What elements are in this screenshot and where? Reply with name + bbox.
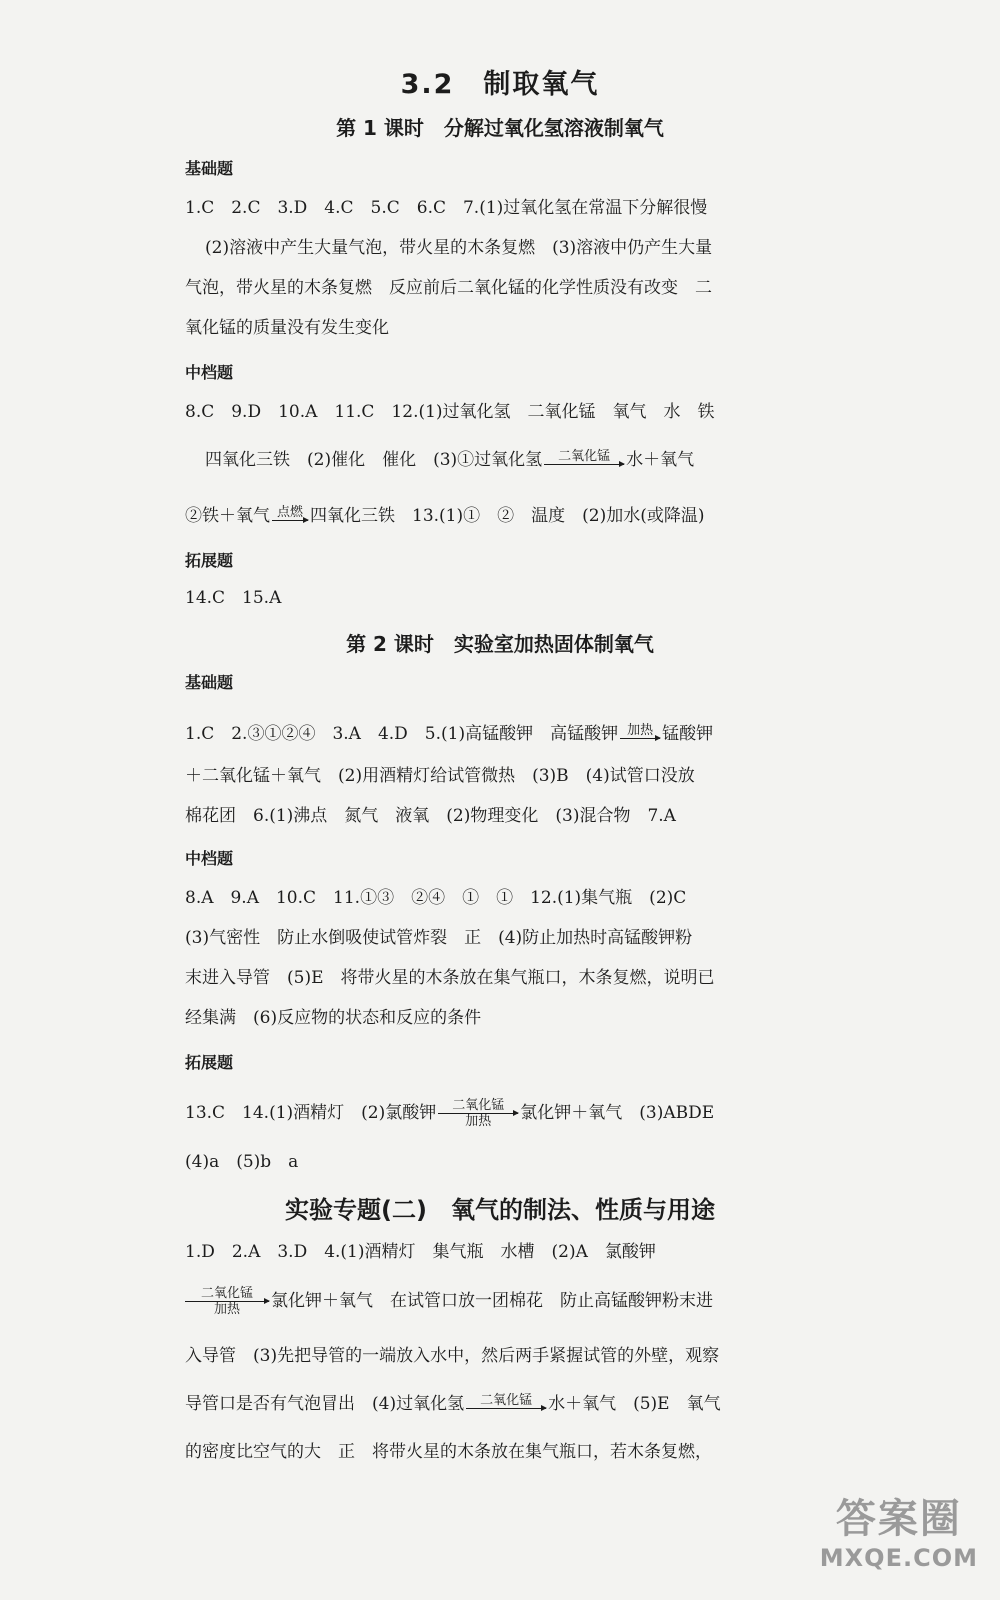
section-title: 3.2 制取氧气 [400, 69, 600, 100]
arrow-icon [620, 738, 660, 739]
reaction-condition: 二氧化锰 [558, 448, 611, 464]
lesson2-mid-line: 末进入导管 (5)E 将带火星的木条放在集气瓶口，木条复燃，说明已 [185, 968, 715, 988]
lesson1-ext-heading: 拓展题 [185, 551, 234, 570]
lesson2-ext-heading: 拓展题 [185, 1053, 234, 1072]
watermark-logo-text: 答案圈 [835, 1496, 962, 1542]
lesson2-title: 第 2 课时 实验室加热固体制氧气 [346, 632, 654, 656]
reaction-arrow [466, 1393, 546, 1409]
lesson1-title: 第 1 课时 分解过氧化氢溶液制氧气 [336, 116, 664, 140]
topic2-line: 1.D 2.A 3.D 4.(1)酒精灯 集气瓶 水槽 (2)A 氯酸钾 [185, 1242, 656, 1262]
lesson2-basic-line [185, 722, 713, 746]
lesson1-basic-heading: 基础题 [185, 159, 234, 178]
lesson1-basic-line: 氧化锰的质量没有发生变化 [185, 318, 389, 338]
arrow-icon [272, 520, 308, 521]
lesson1-mid-line: 8.C 9.D 10.A 11.C 12.(1)过氧化氢 二氧化锰 氧气 水 铁 [185, 402, 715, 422]
lesson2-basic-line: ＋二氧化锰＋氧气 (2)用酒精灯给试管微热 (3)B (4)试管口没放 [185, 766, 695, 786]
arrow-icon [185, 1301, 269, 1302]
reaction-condition: 加热 [213, 1302, 240, 1317]
text-segment: 13.C 14.(1)酒精灯 (2)氯酸钾 [185, 1103, 437, 1123]
reaction-condition: 二氧化锰 [480, 1392, 533, 1408]
lesson1-mid-line [185, 504, 704, 528]
watermark-url: MXQE.COM [819, 1544, 978, 1572]
reaction-arrow [620, 723, 660, 739]
text-segment: 四氧化三铁 13.(1)① ② 温度 (2)加水(或降温) [310, 506, 705, 526]
arrow-icon [438, 1113, 518, 1114]
reaction-arrow [438, 1098, 518, 1129]
lesson1-ext-line: 14.C 15.A [185, 588, 282, 608]
reaction-condition: 加热 [465, 1114, 492, 1129]
topic2-title: 实验专题(二) 氧气的制法、性质与用途 [285, 1196, 715, 1224]
lesson1-basic-line: 气泡，带火星的木条复燃 反应前后二氧化锰的化学性质没有改变 二 [185, 278, 712, 298]
text-segment: 氯化钾＋氧气 在试管口放一团棉花 防止高锰酸钾粉末进 [271, 1291, 713, 1311]
lesson1-mid-heading: 中档题 [185, 363, 234, 382]
reaction-arrow [185, 1286, 269, 1317]
text-segment: 四氧化三铁 (2)催化 催化 (3)①过氧化氢 [205, 450, 543, 470]
topic2-line: 入导管 (3)先把导管的一端放入水中，然后两手紧握试管的外壁，观察 [185, 1346, 720, 1366]
lesson1-basic-line: (2)溶液中产生大量气泡，带火星的木条复燃 (3)溶液中仍产生大量 [205, 238, 713, 258]
lesson2-basic-heading: 基础题 [185, 673, 234, 692]
lesson2-ext-line: (4)a (5)b a [185, 1152, 299, 1172]
arrow-icon [544, 464, 624, 465]
text-segment: 1.C 2.③①②④ 3.A 4.D 5.(1)高锰酸钾 高锰酸钾 [185, 724, 619, 744]
reaction-arrow [544, 449, 624, 465]
lesson2-mid-line: (3)气密性 防止水倒吸使试管炸裂 正 (4)防止加热时高锰酸钾粉 [185, 928, 693, 948]
arrow-icon [466, 1408, 546, 1409]
text-segment: 水＋氧气 [626, 450, 695, 470]
reaction-condition: 二氧化锰 [200, 1286, 253, 1301]
text-segment: 锰酸钾 [662, 724, 714, 744]
text-segment: ②铁＋氧气 [185, 506, 270, 526]
topic2-line [185, 1392, 721, 1416]
lesson1-mid-line [205, 448, 694, 472]
lesson2-basic-line: 棉花团 6.(1)沸点 氮气 液氧 (2)物理变化 (3)混合物 7.A [185, 806, 676, 826]
reaction-arrow [272, 505, 308, 521]
topic2-line [185, 1286, 713, 1317]
text-segment: 氯化钾＋氧气 (3)ABDE [520, 1103, 715, 1123]
lesson1-basic-line: 1.C 2.C 3.D 4.C 5.C 6.C 7.(1)过氧化氢在常温下分解很慢 [185, 198, 708, 218]
site-watermark [820, 1487, 978, 1572]
lesson2-mid-line: 经集满 (6)反应物的状态和反应的条件 [185, 1008, 482, 1028]
lesson2-ext-line [185, 1098, 714, 1129]
topic2-line: 的密度比空气的大 正 将带火星的木条放在集气瓶口，若木条复燃， [185, 1442, 712, 1462]
lesson2-mid-line: 8.A 9.A 10.C 11.①③ ②④ ① ① 12.(1)集气瓶 (2)C [185, 888, 687, 908]
text-segment: 水＋氧气 (5)E 氧气 [548, 1394, 721, 1414]
reaction-condition: 二氧化锰 [452, 1098, 505, 1113]
reaction-condition: 加热 [627, 722, 654, 738]
text-segment: 导管口是否有气泡冒出 (4)过氧化氢 [185, 1394, 465, 1414]
lesson2-mid-heading: 中档题 [185, 849, 234, 868]
reaction-condition: 点燃 [276, 504, 303, 520]
